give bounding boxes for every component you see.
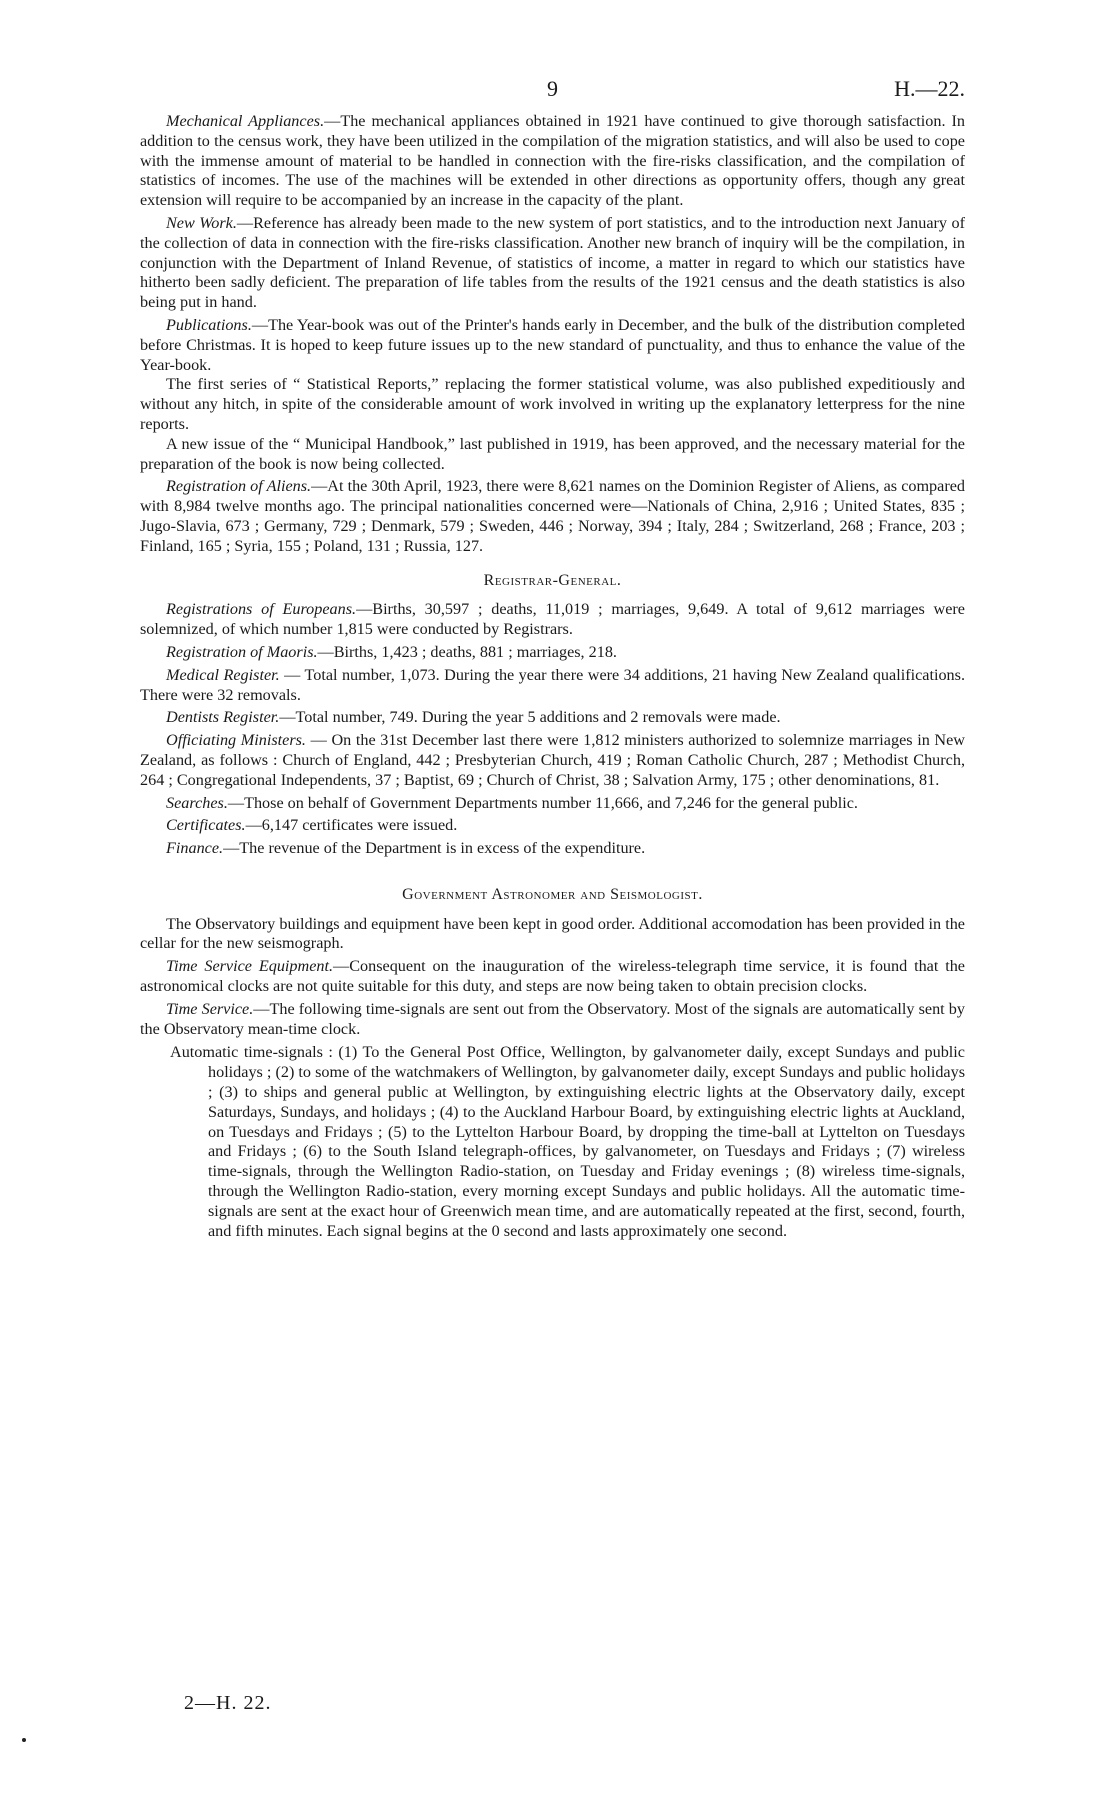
paragraph-lead: Registrations of Europeans. — [166, 600, 357, 619]
paragraph-municipal-handbook: A new issue of the “ Municipal Handbook,” last published in 1919, has been approved, and the necessary material for the preparation of the book is now being collected. — [140, 434, 965, 473]
paragraph-text: — On the 31st December last there were 1,812 ministers authorized to solemnize marriages in New Zealand, as follows : Church of England, 442 ; Presbyterian Church, 419 ; Roman Catholic Church, 287 ; Methodist Church, 264 ; Congregational Independents, 37 ; Baptist, 69 ; Church of Christ, 38 ; Salvation Army, 175 ; other denominations, 81. — [140, 731, 965, 789]
paragraph-text: —Those on behalf of Government Departments number 11,666, and 7,246 for the general public. — [227, 793, 858, 812]
page-body — [140, 112, 965, 1241]
section-heading-registrar-general: Registrar-General. — [483, 571, 622, 589]
paragraph-lead: Time Service Equipment. — [166, 957, 334, 976]
paragraph-time-service — [140, 1000, 965, 1040]
paragraph-text: —6,147 certificates were issued. — [245, 816, 458, 835]
paragraph-lead: Mechanical Appliances. — [166, 112, 325, 130]
paragraph-text: —Births, 1,423 ; deaths, 881 ; marriages, 218. — [317, 642, 617, 661]
page-number: 9 — [547, 76, 558, 101]
paragraph-finance — [140, 839, 965, 859]
paragraph-text: — Total number, 1,073. During the year there were 34 additions, 21 having New Zealand qualifications. There were 32 removals. — [140, 665, 965, 704]
paragraph-automatic-time-signals: Automatic time-signals : (1) To the General Post Office, Wellington, by galvanometer daily, except Sundays and public holidays ; (2) to some of the watchmakers of Wellington, by galvanometer daily, except Sundays and public holidays ; (3) to ships and general public at Wellington, by extinguishing electric lights at the Observatory daily, except Saturdays, Sundays, and holidays ; (4) to the Auckland Harbour Board, by extinguishing electric lights at Auckland, on Tuesdays and Fridays ; (5) to the Lyttelton Harbour Board, by dropping the time-ball at Lyttelton on Tuesdays and Fridays ; (6) to the South Island telegraph-offices, by galvanometer, on Tuesdays and Fridays ; (7) wireless time-signals, through the Wellington Radio-station, on Tuesday and Friday evenings ; (8) wireless time-signals, through the Wellington Radio-station, every morning except Sundays and public holidays. All the automatic time-signals are sent at the exact hour of Greenwich mean time, and are automatically repeated at the first, second, fourth, and fifth minutes. Each signal begins at the 0 second and lasts approximately one second. — [170, 1043, 965, 1240]
paragraph-lead: Finance. — [166, 839, 224, 858]
document-reference: H.—22. — [894, 76, 965, 101]
paragraph-text: —The mechanical appliances obtained in 1921 have continued to give thorough satisfaction. In addition to the census work, they have been utilized in the compilation of the migration statistics, and will also be used to cope with the immense amount of material to be handled in connection with the fire-risks classification, and the compilation of statistics of incomes. The use of the machines will be extended in other directions as opportunity offers, though any great extension will require to be accompanied by an increase in the capacity of the plant. — [140, 112, 965, 210]
paragraph-registration-maoris — [140, 643, 965, 663]
paragraph-text: —Births, 30,597 ; deaths, 11,019 ; marriages, 9,649. A total of 9,612 marriages were solemnized, of which number 1,815 were conducted by Registrars. — [140, 600, 965, 639]
page-footer-signature: 2—H. 22. — [184, 1692, 272, 1714]
paragraph-text: —At the 30th April, 1923, there were 8,621 names on the Dominion Register of Aliens, as compared with 8,984 twelve months ago. The principal nationalities concerned were—Nationals of China, 2,916 ; United States, 835 ; Jugo-Slavia, 673 ; Germany, 729 ; Denmark, 579 ; Sweden, 446 ; Norway, 394 ; Italy, 284 ; Switzerland, 268 ; France, 203 ; Finland, 165 ; Syria, 155 ; Poland, 131 ; Russia, 127. — [140, 477, 966, 555]
paragraph-registrations-europeans — [140, 600, 965, 640]
paragraph-dentists-register — [140, 708, 965, 728]
paragraph-time-service-equipment — [140, 957, 965, 997]
page-header — [140, 76, 965, 104]
paragraph-medical-register — [140, 666, 965, 706]
paragraph-registration-aliens — [140, 477, 965, 556]
paragraph-officiating-ministers — [140, 731, 965, 790]
paragraph-text: —Total number, 749. During the year 5 additions and 2 removals were made. — [279, 708, 781, 727]
paragraph-lead: Medical Register. — [166, 665, 280, 684]
paragraph-lead: Registration of Aliens. — [166, 477, 312, 496]
paragraph-lead: Certificates. — [166, 816, 246, 835]
paragraph-new-work — [140, 214, 965, 313]
paragraph-observatory: The Observatory buildings and equipment have been kept in good order. Additional accomodation has been provided in the cellar for the new seismograph. — [140, 914, 965, 953]
paragraph-lead: New Work. — [166, 213, 237, 232]
paragraph-searches — [140, 794, 965, 814]
paragraph-text: —The Year-book was out of the Printer's hands early in December, and the bulk of the distribution completed before Christmas. It is hoped to keep future issues up to the new standard of punctuality, and thus to enhance the value of the Year-book. — [140, 315, 965, 374]
paragraph-text: —Reference has already been made to the new system of port statistics, and to the introduction next January of the collection of data in connection with the fire-risks classification. Another new branch of inquiry will be the compilation, in conjunction with the Department of Inland Revenue, of statistics of income, a matter in regard to which our statistics have hitherto been sadly deficient. The preparation of life tables from the results of the 1921 census and the death statistics is also being put in hand. — [140, 213, 966, 312]
paragraph-text: —The revenue of the Department is in excess of the expenditure. — [223, 839, 646, 858]
section-heading-government-astronomer: Government Astronomer and Seismologist. — [402, 885, 703, 903]
scan-speck — [22, 1738, 26, 1742]
paragraph-statistical-reports: The first series of “ Statistical Reports,” replacing the former statistical volume, was also published expeditiously and without any hitch, in spite of the considerable amount of work involved in writing up the explanatory letterpress for the nine reports. — [140, 375, 965, 433]
paragraph-lead: Publications. — [166, 315, 252, 334]
paragraph-lead: Searches. — [166, 793, 228, 812]
paragraph-text: —The following time-signals are sent out from the Observatory. Most of the signals are automatically sent by the Observatory mean-time clock. — [140, 999, 965, 1038]
paragraph-lead: Officiating Ministers. — [166, 731, 306, 750]
paragraph-certificates — [140, 816, 965, 836]
paragraph-lead: Registration of Maoris. — [166, 642, 318, 661]
paragraph-text: —Consequent on the inauguration of the wireless-telegraph time service, it is found that the astronomical clocks are not quite suitable for this duty, and steps are now being taken to obtain precision clocks. — [140, 957, 965, 996]
paragraph-lead: Dentists Register. — [166, 708, 280, 727]
paragraph-mechanical-appliances — [140, 112, 965, 211]
paragraph-publications — [140, 316, 965, 375]
paragraph-lead: Time Service. — [166, 999, 254, 1018]
